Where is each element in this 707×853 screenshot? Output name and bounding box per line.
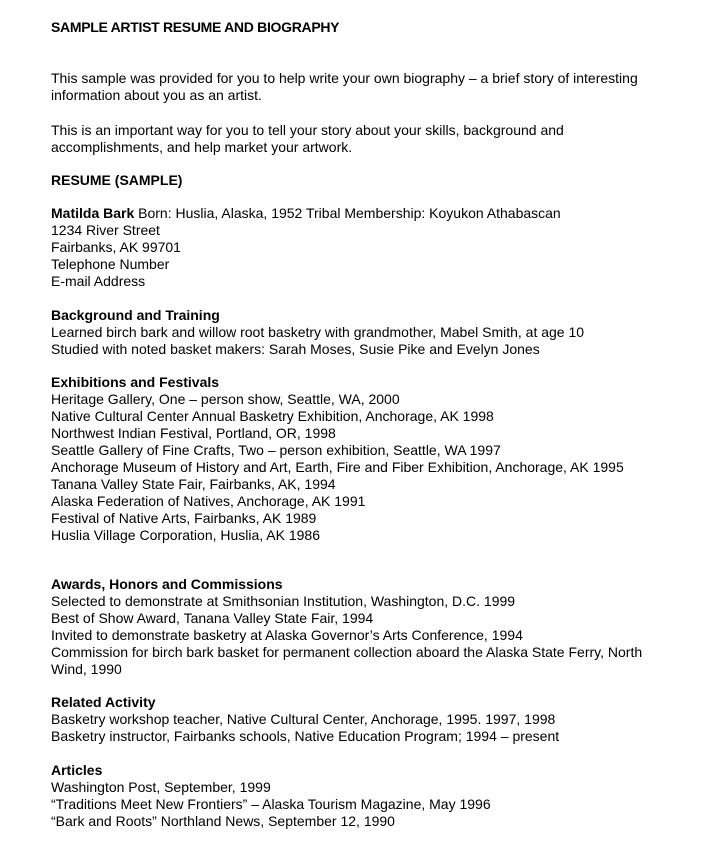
list-item: Basketry workshop teacher, Native Cultural Center, Anchorage, 1995. 1997, 1998 [51, 711, 556, 727]
list-item: Heritage Gallery, One – person show, Seattle, WA, 2000 [51, 391, 400, 407]
contact-block [51, 205, 661, 290]
artist-name: Matilda Bark [51, 205, 135, 221]
list-item: Studied with noted basket makers: Sarah Moses, Susie Pike and Evelyn Jones [51, 341, 540, 357]
list-item: Alaska Federation of Natives, Anchorage, AK 1991 [51, 493, 366, 509]
intro-paragraph-2: This is an important way for you to tell your story about your skills, background and accomplishments, and help market your artwork. [51, 122, 564, 155]
intro-paragraph-1: This sample was provided for you to help write your own biography – a brief story of interesting information about you as an artist. [51, 70, 638, 103]
section-heading: Related Activity [51, 694, 156, 710]
section-articles [51, 762, 661, 830]
section-heading: Awards, Honors and Commissions [51, 576, 283, 592]
list-item: Washington Post, September, 1999 [51, 779, 271, 795]
contact-line: 1234 River Street [51, 222, 160, 238]
list-item: Anchorage Museum of History and Art, Earth, Fire and Fiber Exhibition, Anchorage, AK 1995 [51, 459, 624, 475]
section-awards [51, 576, 661, 678]
section-heading: Articles [51, 762, 103, 778]
resume-heading: RESUME (SAMPLE) [51, 172, 183, 188]
contact-name-line [51, 205, 661, 222]
list-item: Festival of Native Arts, Fairbanks, AK 1989 [51, 510, 317, 526]
artist-details: Born: Huslia, Alaska, 1952 Tribal Membership: Koyukon Athabascan [134, 205, 561, 221]
list-item: Tanana Valley State Fair, Fairbanks, AK, 1994 [51, 476, 336, 492]
list-item: Commission for birch bark basket for permanent collection aboard the Alaska State Ferry, North Wind, 1990 [51, 644, 643, 677]
list-item: Learned birch bark and willow root basketry with grandmother, Mabel Smith, at age 10 [51, 324, 585, 340]
contact-line: Telephone Number [51, 256, 170, 272]
list-item: Huslia Village Corporation, Huslia, AK 1986 [51, 527, 321, 543]
list-item: Best of Show Award, Tanana Valley State Fair, 1994 [51, 610, 374, 626]
list-item: Selected to demonstrate at Smithsonian Institution, Washington, D.C. 1999 [51, 593, 516, 609]
list-item: Seattle Gallery of Fine Crafts, Two – person exhibition, Seattle, WA 1997 [51, 442, 501, 458]
list-item: “Bark and Roots” Northland News, September 12, 1990 [51, 813, 395, 829]
list-item: Northwest Indian Festival, Portland, OR, 1998 [51, 425, 336, 441]
list-item: Invited to demonstrate basketry at Alaska Governor’s Arts Conference, 1994 [51, 627, 523, 643]
section-heading: Background and Training [51, 307, 220, 323]
section-related-activity [51, 694, 661, 745]
section-exhibitions [51, 374, 661, 544]
list-item: Native Cultural Center Annual Basketry Exhibition, Anchorage, AK 1998 [51, 408, 494, 424]
contact-line: E-mail Address [51, 273, 146, 289]
contact-line: Fairbanks, AK 99701 [51, 239, 181, 255]
list-item: “Traditions Meet New Frontiers” – Alaska Tourism Magazine, May 1996 [51, 796, 491, 812]
section-background [51, 307, 661, 358]
document-title: SAMPLE ARTIST RESUME AND BIOGRAPHY [51, 19, 340, 35]
section-heading: Exhibitions and Festivals [51, 374, 220, 390]
list-item: Basketry instructor, Fairbanks schools, Native Education Program; 1994 – present [51, 728, 560, 744]
